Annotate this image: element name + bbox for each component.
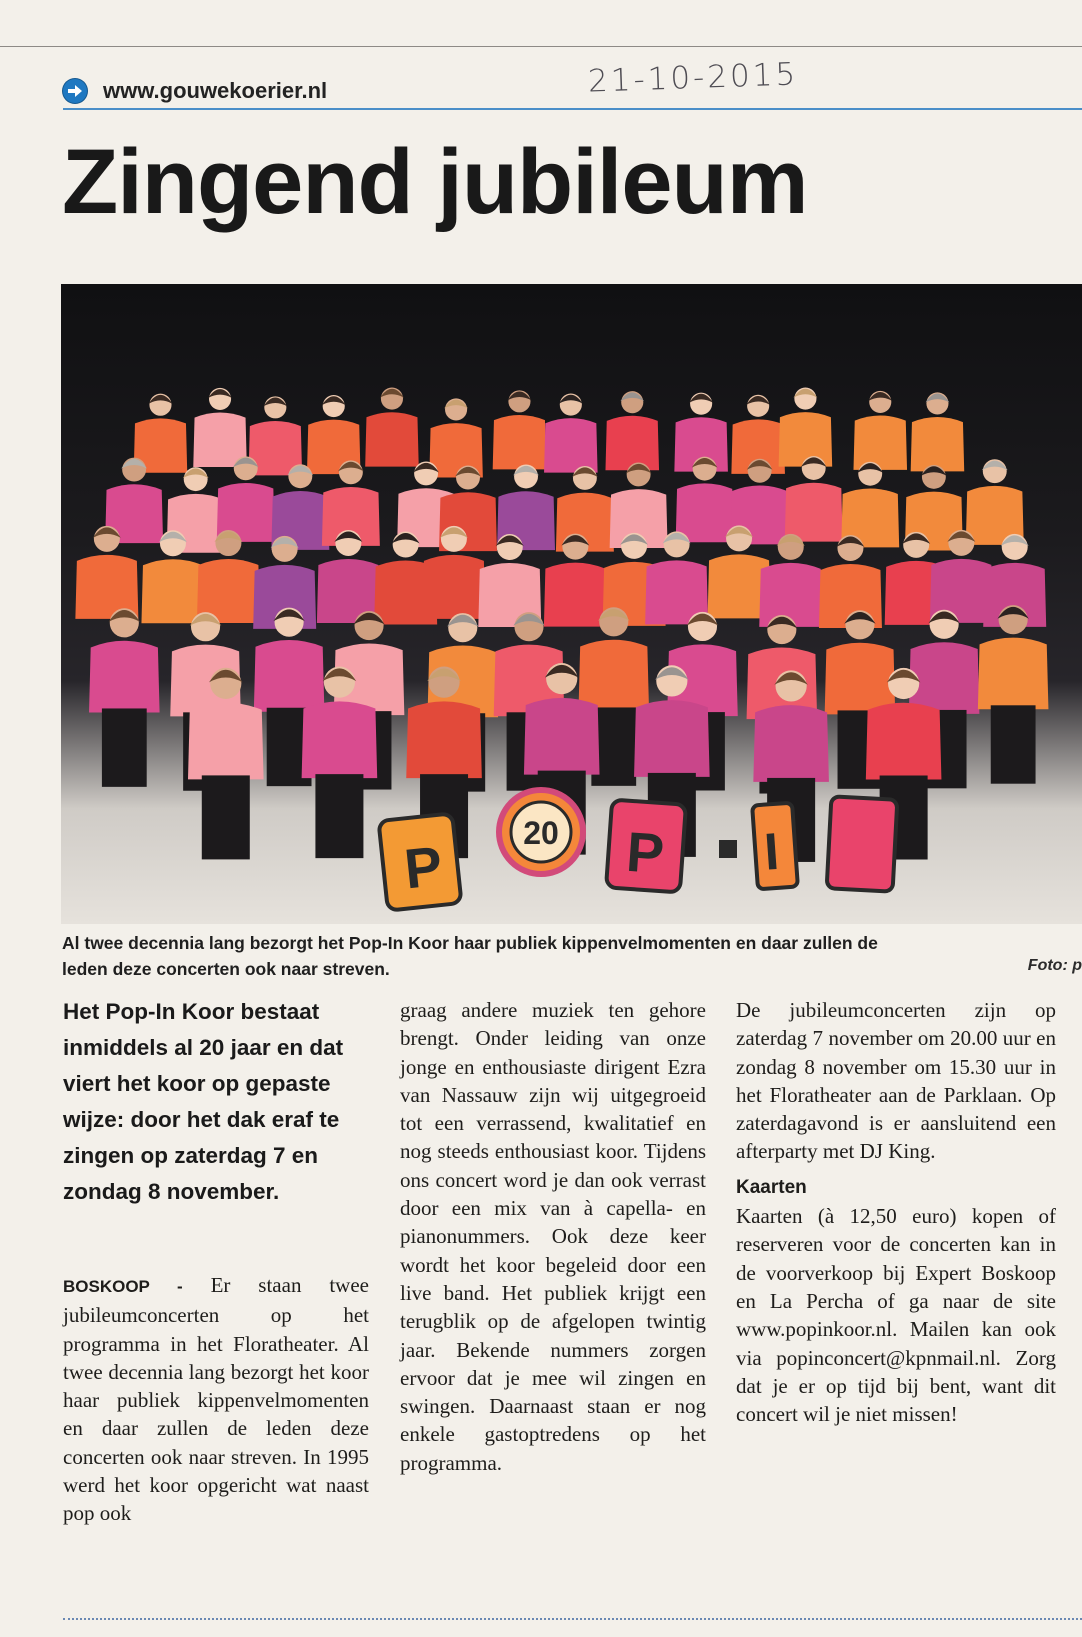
dateline: BOSKOOP - [63, 1277, 183, 1296]
photo-credit: Foto: p [1027, 957, 1082, 974]
choir-member-body [578, 640, 649, 712]
choir-member-body [785, 483, 843, 542]
choir-member-body [365, 412, 419, 466]
choir-member-body [406, 701, 482, 778]
column-1-text: Er staan twee jubileumconcerten op het programma in het Floratheater. Al twee decennia lang bezorgt het koor haar publiek kippenvelmomenten en daar zullen de leden deze concerten ook naar streven. In 1995 werd het koor opgericht wat naast pop ook [63, 1273, 369, 1526]
logo-letter-p2: P [624, 819, 667, 886]
choir-member-body [866, 703, 942, 780]
choir-member-legs [315, 774, 363, 858]
choir-member-legs [991, 705, 1036, 783]
choir-member-body [605, 416, 659, 470]
site-url: www.gouwekoerier.nl [103, 78, 328, 103]
handwritten-date: 21-10-2015 [587, 56, 799, 100]
choir-member-body [753, 705, 829, 782]
choir-members [75, 388, 1048, 862]
choir-member-legs [102, 708, 147, 786]
choir-member-body [634, 700, 710, 777]
article-column-2 [400, 996, 706, 1477]
choir-member-body [524, 698, 600, 775]
choir-member-body [544, 563, 607, 627]
article-column-1 [63, 1271, 369, 1528]
headline: Zingend jubileum [62, 131, 808, 233]
choir-member-body [978, 638, 1049, 710]
top-rule [0, 46, 1082, 47]
header-rule [63, 108, 1082, 110]
logo-letter-i: I [762, 822, 781, 882]
choir-member-body [676, 483, 734, 542]
logo-number: 20 [523, 815, 559, 851]
choir-member-body [779, 412, 833, 466]
choir-member-body [544, 418, 598, 472]
choir-photo [61, 284, 1082, 924]
column-2-text: graag andere muziek ten gehore brengt. Onder leiding van onze jonge en enthousiaste dirigent Ezra van Nassauw zijn wij uitgegroeid tot een verrassend, kwalitatief en nog steeds enthousiast koor. Tijdens ons concert word je dan ook verrast door een mix van à capella- en pianonummers. Ook deze keer wordt het koor begeleid door een live band. Het publiek krijgt een terugblik op de afgelopen twintig jaar. Bekende nummers zorgen ervoor dat je mee wil zingen en swingen. Daarnaast staan er nog enkele gastoptredens op het programma. [400, 998, 706, 1475]
choir-illustration [61, 284, 1082, 924]
choir-member-body [909, 642, 980, 714]
choir-member-body [89, 641, 160, 713]
choir-member-body [188, 703, 264, 780]
choir-member-body [911, 417, 965, 471]
choir-member-body [302, 701, 378, 778]
column-3-text-2: Kaarten (à 12,50 euro) kopen of reserveren voor de concerten kan in de voorverkoop bij Expert Boskoop en La Percha of ga naar de site www.popinkoor.nl. Mailen kan ook via popinconcert@kpnmail.nl. Zorg dat je er op tijd bij bent, want dit concert wil je niet missen! [736, 1204, 1056, 1427]
subhead-kaarten: Kaarten [736, 1176, 807, 1198]
caption-line-1: Al twee decennia lang bezorgt het Pop-In Koor haar publiek kippenvelmomenten en daar zullen de [62, 933, 878, 953]
choir-member-body [141, 559, 204, 623]
choir-member-body [759, 563, 822, 627]
article-intro: Het Pop-In Koor bestaat inmiddels al 20 jaar en dat viert het koor op gepaste wijze: door het dak eraf te zingen op zaterdag 7 en zondag 8 november. [63, 999, 344, 1204]
logo-letter-p1: P [401, 833, 446, 901]
bottom-rule [63, 1618, 1082, 1620]
choir-member-body [493, 415, 547, 469]
choir-member-body [254, 640, 325, 712]
column-3-text: De jubileumconcerten zijn op zaterdag 7 november om 20.00 uur en zondag 8 november om 15.30 uur in het Floratheater aan de Parklaan. Op zaterdagavond is er aansluitend een afterparty met DJ King. [736, 998, 1056, 1164]
choir-member-body [853, 415, 907, 469]
choir-member-body [422, 555, 485, 619]
choir-member-body [825, 643, 896, 715]
article-column-3 [736, 996, 1056, 1428]
caption-line-2: leden deze concerten ook naar streven. [62, 959, 390, 979]
arrow-right-icon [63, 79, 87, 103]
photo-caption [62, 930, 1082, 982]
site-header [63, 76, 327, 106]
choir-member-legs [202, 775, 250, 859]
